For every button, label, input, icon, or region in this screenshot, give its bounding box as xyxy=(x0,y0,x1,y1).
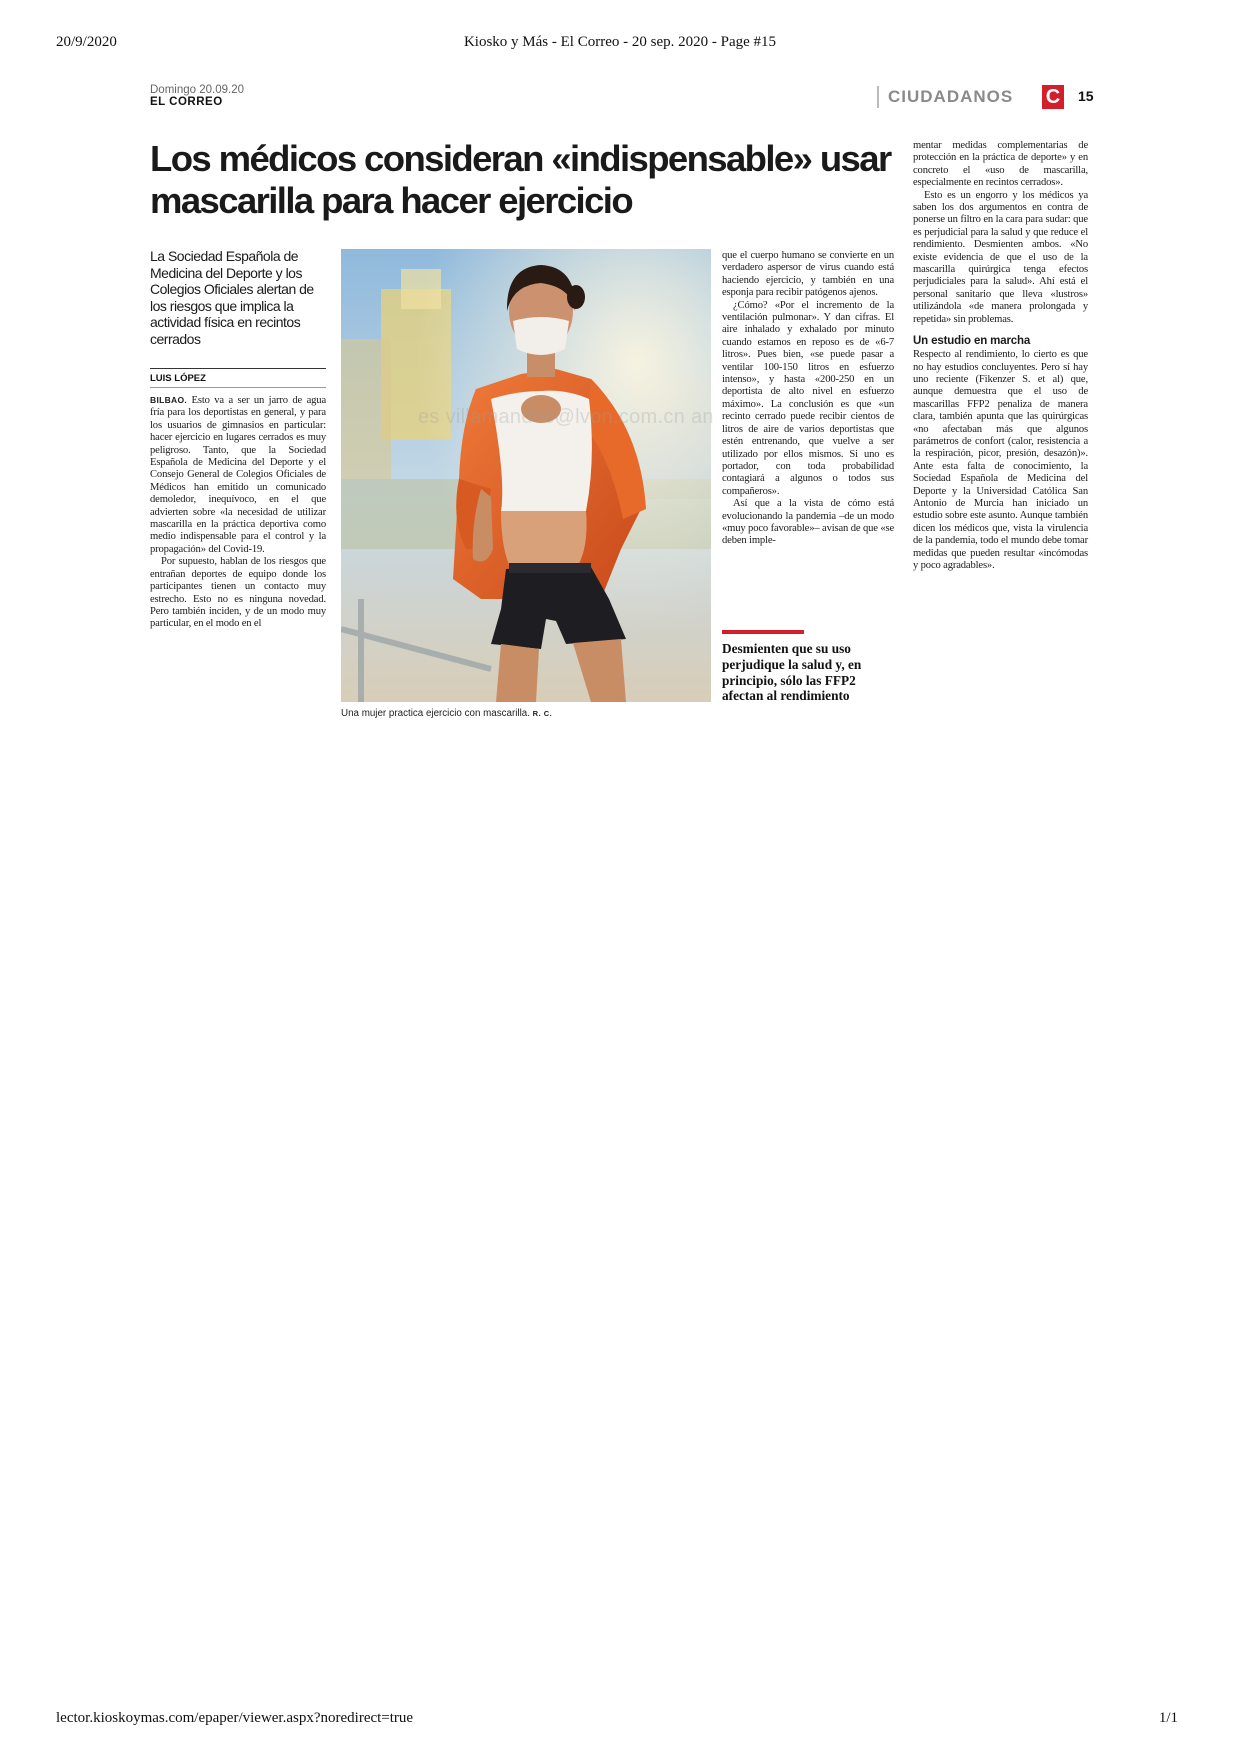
newspaper-name: EL CORREO xyxy=(150,96,223,108)
watermark: es villamandos@lvon.com.cn an xyxy=(418,406,714,428)
article-byline: LUIS LÓPEZ xyxy=(150,373,206,384)
runner-photo-image xyxy=(341,249,711,702)
section-divider xyxy=(877,86,879,108)
article-deck: La Sociedad Española de Medicina del Deporte y los Colegios Oficiales alertan de los riesgos que implica la actividad física en recintos cerrados xyxy=(150,248,314,347)
paragraph: Esto es un engorro y los médicos ya saben los dos argumentos en contra de ponerse un filtro en la cara para sudar: que es perjudicial para la salud y que reduce el rendimiento. Desmienten ambos. «No existe evidencia de que el uso de la mascarilla quirúrgica tenga efectos perjudiciales para la salud». Ahí está el personal sanitario que lleva «lustros» utilizándola «de manera prolongada y repetida» sin problemas. xyxy=(913,189,1088,325)
newspaper-page xyxy=(150,82,1096,722)
paragraph: que el cuerpo humano se convierte en un verdadero aspersor de virus cuando está haciendo ejercicio, y también en una esponja para recibir patógenos ajenos. xyxy=(722,250,894,299)
paragraph: ¿Cómo? «Por el incremento de la ventilación pulmonar». Y dan cifras. El aire inhalado y exhalado por minuto cuando estamos en reposo es de «6-7 litros». Pues bien, «se puede pasar a ventilar 100-150 litros en esfuerzo intenso», y hasta «200-250 en un deportista de alto nivel en esfuerzo máximo». La conclusión es que «un recinto cerrado puede recibir cientos de litros de aire de varios deportistas que estén entrenando, que vuelve a ser utilizado por ellos mismos. Si uno es portador, con toda probabilidad contagiará a algunos o todos sus compañeros». xyxy=(722,299,894,497)
paragraph: mentar medidas complementarias de protección en la práctica de deporte» y en concreto el «uso de mascarilla, especialmente en recintos cerrados». xyxy=(913,140,1088,189)
dateline: BILBAO. xyxy=(150,395,188,405)
section-logo: C xyxy=(1042,85,1064,109)
article-photo xyxy=(341,249,711,702)
print-date: 20/9/2020 xyxy=(56,34,117,50)
paragraph: Respecto al rendimiento, lo cierto es que no hay estudios concluyentes. Pero sí hay uno reciente (Fikenzer S. et al) que, aunque demuestra que el uso de mascarillas FFP2 penaliza de manera clara, también apunta que las quirúrgicas «no afectaban más que algunos parámetros de confort (calor, resistencia a la respiración, picor, presión, desazón)». Ante esta falta de conocimiento, la Sociedad Española de Medicina del Deporte y la Universidad Católica San Antonio de Murcia han iniciado un estudio sobre este asunto. Aunque también dicen los médicos que, vista la virulencia de la pandemia, todo el mundo debe tomar medidas que pueden resultar «incómodas y poco agradables». xyxy=(913,349,1088,571)
subheading: Un estudio en marcha xyxy=(913,335,1031,348)
issue-date: Domingo 20.09.20 xyxy=(150,84,244,96)
article-column-3 xyxy=(722,250,894,548)
article-headline: Los médicos consideran «indispensable» usar mascarilla para hacer ejercicio xyxy=(150,138,891,221)
paragraph: BILBAO. Esto va a ser un jarro de agua fría para los deportistas en general, y para los usuarios de gimnasios en particular: hacer ejercicio en lugares cerrados es muy peligroso. Tanto, que la Sociedad Española de Medicina del Deporte y el Consejo General de Colegios Oficiales de Médicos han emitido un comunicado demoledor, inequívoco, en el que advierten sobre «la necesidad de utilizar mascarilla en la práctica deportiva como medio indispensable para el control y la propagación» del Covid-19. xyxy=(150,395,326,555)
pullquote: Desmienten que su uso perjudique la salud y, en principio, sólo las FFP2 afectan al rendimiento xyxy=(722,641,862,704)
print-title: Kiosko y Más - El Correo - 20 sep. 2020 - Page #15 xyxy=(463,34,777,50)
article-column-1 xyxy=(150,394,326,631)
paragraph: Así que a la vista de cómo está evolucionando la pandemia –de un modo «muy poco favorable»– avisan de que «se deben imple- xyxy=(722,498,894,547)
photo-caption: Una mujer practica ejercicio con mascarilla. R. C. xyxy=(341,708,553,719)
photo-credit: R. C. xyxy=(532,709,553,718)
byline-rule-bottom xyxy=(150,387,326,388)
print-page-count: 1/1 xyxy=(1158,1710,1178,1726)
page-number: 15 xyxy=(1078,88,1094,104)
byline-rule xyxy=(150,368,326,369)
article-column-4 xyxy=(913,140,1088,572)
pullquote-rule xyxy=(722,630,804,634)
section-title: CIUDADANOS xyxy=(888,87,1014,106)
print-url: lector.kioskoymas.com/epaper/viewer.aspx?noredirect=true xyxy=(56,1710,414,1726)
paragraph: Por supuesto, hablan de los riesgos que entrañan deportes de equipo donde los participantes tienen un contacto muy estrecho. Esto no es ninguna novedad. Pero también inciden, y de un modo muy particular, en el modo en el xyxy=(150,556,326,630)
